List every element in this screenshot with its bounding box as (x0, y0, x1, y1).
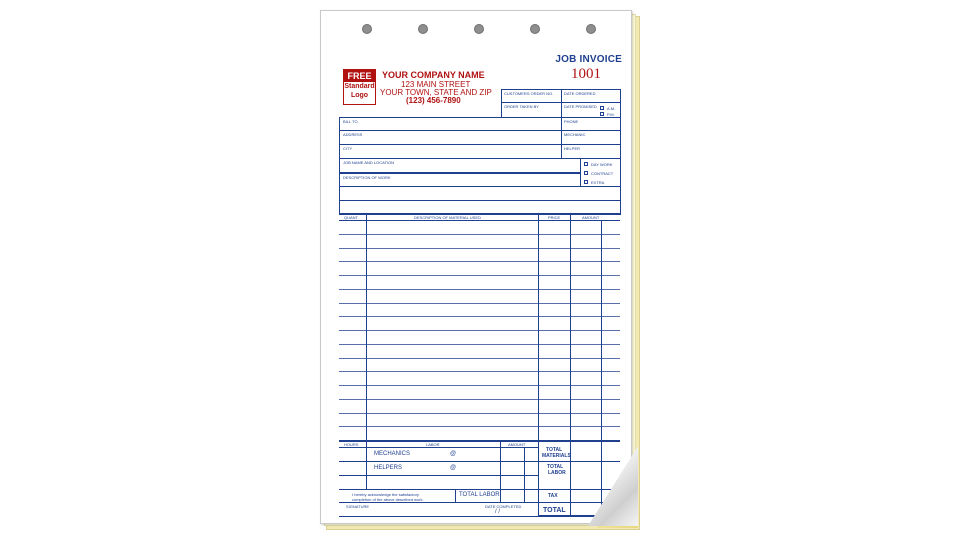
am-label: A.M. (607, 106, 616, 111)
job-name-line (339, 158, 620, 159)
quant-header: QUANT. (344, 215, 359, 220)
pm-label: P.M. (607, 112, 615, 117)
signature-top-line (339, 502, 538, 503)
job-name-label: JOB NAME AND LOCATION (343, 160, 395, 165)
binding-hole-icon (530, 24, 540, 34)
bill-to-label: BILL TO (343, 119, 358, 124)
company-logo (343, 69, 376, 105)
hours-header: HOURS (344, 442, 359, 447)
labor-header-line (339, 447, 538, 448)
grand-total-label: TOTAL (543, 507, 566, 514)
extra-checkbox[interactable] (584, 180, 588, 184)
contract-checkbox[interactable] (584, 171, 588, 175)
signature-label: SIGNATURE (346, 504, 370, 509)
phone-label: PHONE (564, 119, 579, 124)
materials-row-line (339, 330, 620, 331)
invoice-number: 1001 (571, 66, 601, 82)
form-right-border (620, 89, 621, 215)
total-labor-label-1: TOTAL (547, 464, 564, 470)
materials-row-line (339, 358, 620, 359)
binding-hole-icon (474, 24, 484, 34)
tax-label: TAX (548, 493, 558, 499)
helpers-line (339, 475, 538, 476)
mechanic-label: MECHANIC (564, 132, 586, 137)
binding-hole-icon (362, 24, 372, 34)
labor-amount-left (500, 440, 501, 502)
city-line (339, 144, 620, 145)
order-taken-by-label: ORDER TAKEN BY (504, 104, 539, 109)
mechanics-line (339, 461, 538, 462)
total-labor-footer-label: TOTAL LABOR (459, 492, 500, 498)
description-of-work-label: DESCRIPTION OF WORK (343, 175, 391, 180)
total-materials-label-1: TOTAL (546, 447, 563, 453)
labor-header: LABOR (426, 442, 440, 447)
signature-line (339, 516, 538, 517)
address-line (339, 130, 620, 131)
contract-label: CONTRACT (591, 171, 614, 176)
extra-label: EXTRA (591, 180, 605, 185)
materials-row-line (339, 426, 620, 427)
description-row-line (339, 186, 620, 187)
acknowledge-line-2: completion of the above described work. (352, 497, 424, 502)
helper-label: HELPER (564, 146, 581, 151)
mechanics-rate-at: @ (450, 451, 457, 457)
date-ordered-label: DATE ORDERED (564, 91, 596, 96)
order-box-left (501, 89, 502, 117)
am-checkbox[interactable] (600, 106, 604, 110)
total-materials-label-2: MATERIALS (542, 453, 571, 459)
materials-row-line (339, 275, 620, 276)
company-phone: (123) 456-7890 (406, 96, 461, 105)
total-materials-line (538, 461, 620, 462)
price-column-line (538, 213, 539, 516)
labor-amount-header: AMOUNT (508, 442, 526, 447)
materials-row-line (339, 248, 620, 249)
logo-badge: FREE (344, 70, 375, 82)
bill-to-line (339, 117, 620, 118)
company-street: 123 MAIN STREET (401, 80, 471, 89)
pm-checkbox[interactable] (600, 112, 604, 116)
total-labor-divider (455, 489, 456, 502)
materials-row-line (339, 316, 620, 317)
materials-row-line (339, 344, 620, 345)
logo-line-1: Standard (344, 83, 375, 90)
materials-row-line (339, 413, 620, 414)
helpers-rate-at: @ (450, 465, 457, 471)
date-completed-slashes: / / (495, 509, 501, 515)
logo-line-2: Logo (350, 92, 369, 99)
binding-hole-icon (586, 24, 596, 34)
address-label: ADDRESS (343, 132, 363, 137)
company-town: YOUR TOWN, STATE AND ZIP (380, 88, 492, 97)
binding-hole-icon (418, 24, 428, 34)
date-completed-label: DATE COMPLETED (485, 504, 522, 509)
description-header: DESCRIPTION OF MATERIAL USED (414, 215, 481, 220)
materials-row-line (339, 261, 620, 262)
description-row-line (339, 200, 620, 201)
work-type-divider (580, 158, 581, 186)
description-line (339, 172, 580, 174)
materials-row-line (339, 234, 620, 235)
total-labor-label-2: LABOR (548, 470, 566, 476)
day-work-checkbox[interactable] (584, 162, 588, 166)
materials-row-line (339, 303, 620, 304)
hours-column-line (366, 440, 367, 490)
materials-row-line (339, 289, 620, 290)
city-label: CITY (343, 146, 353, 151)
customers-order-label: CUSTOMERS ORDER NO. (504, 91, 554, 96)
order-box-divider (561, 89, 562, 158)
day-work-label: DAY WORK (591, 162, 613, 167)
acknowledge-line-1: I hereby acknowledge the satisfactory (352, 492, 419, 497)
form-title: JOB INVOICE (555, 54, 622, 65)
amount-header: AMOUNT (582, 215, 600, 220)
mechanics-label: MECHANICS (374, 451, 411, 457)
materials-header-line (339, 220, 620, 221)
materials-table-bottom (339, 440, 620, 442)
materials-row-line (339, 371, 620, 372)
cents-column-line (601, 220, 602, 516)
date-promised-label: DATE PROMISED (564, 104, 597, 109)
price-header: PRICE (548, 215, 561, 220)
company-name: YOUR COMPANY NAME (382, 70, 485, 80)
materials-row-line (339, 385, 620, 386)
helpers-label: HELPERS (374, 465, 403, 471)
labor-bottom-line (339, 489, 620, 490)
amount-column-line (570, 213, 571, 516)
materials-row-line (339, 399, 620, 400)
